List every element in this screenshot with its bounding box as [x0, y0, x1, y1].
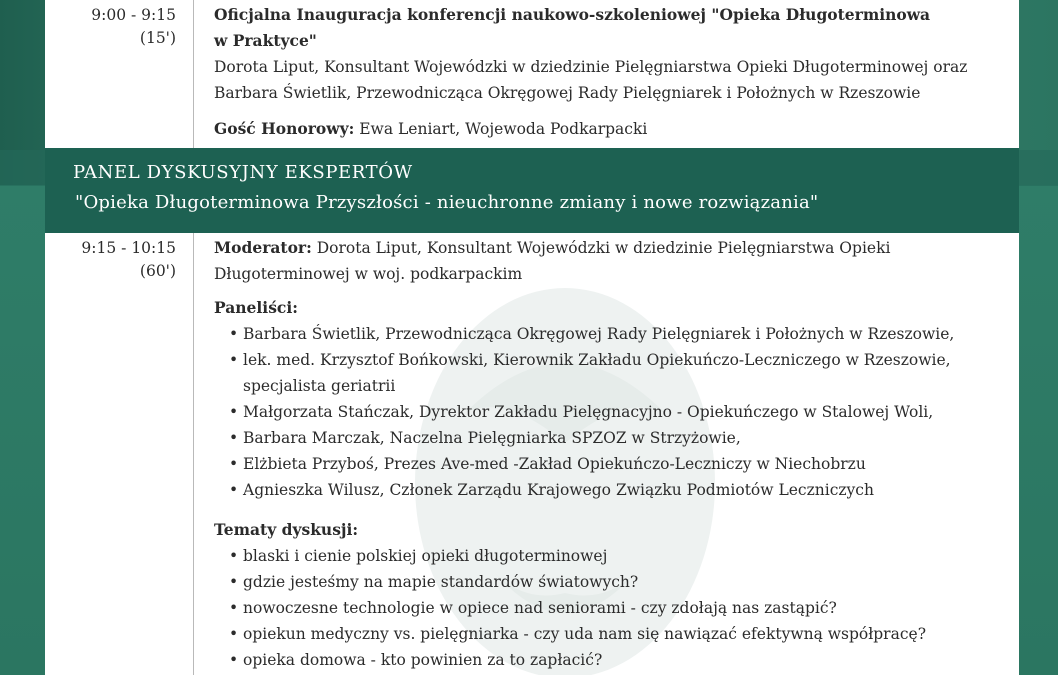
session-1-time-range: 9:00 - 9:15: [91, 6, 176, 24]
bullet-icon: •: [229, 573, 239, 591]
list-item: • gdzie jesteśmy na mapie standardów światowych?: [214, 569, 994, 595]
session-2-duration: (60'): [139, 262, 176, 280]
panelists-list: [214, 321, 994, 503]
session-1-title-line-2: w Praktyce": [214, 31, 317, 50]
moderator-label: Moderator:: [214, 238, 312, 257]
bullet-icon: •: [229, 351, 239, 369]
list-item-continuation: specjalista geriatrii: [243, 377, 396, 395]
timeline-divider: [193, 0, 194, 148]
topics-list: [214, 543, 994, 673]
session-1-card: [45, 0, 1019, 148]
bullet-icon: •: [229, 547, 239, 565]
guest-of-honor: [214, 116, 994, 142]
panelists-label: Paneliści:: [214, 298, 298, 317]
bullet-icon: •: [229, 403, 239, 421]
session-1-speakers-line-2: Barbara Świetlik, Przewodnicząca Okręgowej Rady Pielęgniarek i Położnych w Rzeszowie: [214, 84, 921, 102]
bullet-icon: •: [229, 481, 239, 499]
list-item: • opiekun medyczny vs. pielęgniarka - czy uda nam się nawiązać efektywną współpracę?: [214, 621, 994, 647]
moderator-line-1: Dorota Liput, Konsultant Wojewódzki w dziedzinie Pielęgniarstwa Opieki: [311, 239, 891, 257]
session-2-time-range: 9:15 - 10:15: [81, 239, 176, 257]
session-1-title-line-1: Oficjalna Inauguracja konferencji naukowo-szkoleniowej "Opieka Długoterminowa: [214, 5, 931, 24]
list-item: • opieka domowa - kto powinien za to zapłacić?: [214, 647, 994, 673]
list-item: • lek. med. Krzysztof Bońkowski, Kierownik Zakładu Opiekuńczo-Leczniczego w Rzeszowie,: [214, 347, 994, 373]
list-item: • Małgorzata Stańczak, Dyrektor Zakładu Pielęgnacyjno - Opiekuńczego w Stalowej Woli,: [214, 399, 994, 425]
topics-label: Tematy dyskusji:: [214, 520, 359, 539]
list-item: • Agnieszka Wilusz, Członek Zarządu Krajowego Związku Podmiotów Leczniczych: [214, 477, 994, 503]
bullet-icon: •: [229, 325, 239, 343]
moderator-line-2: Długoterminowej w woj. podkarpackim: [214, 265, 523, 283]
session-1-speakers-line-1: Dorota Liput, Konsultant Wojewódzki w dziedzinie Pielęgniarstwa Opieki Długoterminowej oraz: [214, 58, 968, 76]
guest-of-honor-value: Ewa Leniart, Wojewoda Podkarpacki: [354, 120, 648, 138]
bullet-icon: •: [229, 625, 239, 643]
bullet-icon: •: [229, 455, 239, 473]
moderator: [214, 235, 994, 261]
list-item: • Barbara Świetlik, Przewodnicząca Okręgowej Rady Pielęgniarek i Położnych w Rzeszowie,: [214, 321, 994, 347]
session-1-duration: (15'): [139, 29, 176, 47]
timeline-divider-2: [193, 233, 194, 675]
bullet-icon: •: [229, 599, 239, 617]
session-2-card: [45, 233, 1019, 675]
session-2-time: [45, 237, 176, 283]
panel-title: PANEL DYSKUSYJNY EKSPERTÓW: [73, 162, 413, 183]
list-item: • Barbara Marczak, Naczelna Pielęgniarka SPZOZ w Strzyżowie,: [214, 425, 994, 451]
bullet-icon: •: [229, 429, 239, 447]
guest-of-honor-label: Gość Honorowy:: [214, 119, 355, 138]
session-1-content: [214, 2, 994, 142]
list-item: • nowoczesne technologie w opiece nad seniorami - czy zdołają nas zastąpić?: [214, 595, 994, 621]
list-item: • Elżbieta Przyboś, Prezes Ave-med -Zakład Opiekuńczo-Leczniczy w Niechobrzu: [214, 451, 994, 477]
panel-subtitle: "Opieka Długoterminowa Przyszłości - nieuchronne zmiany i nowe rozwiązania": [75, 192, 819, 213]
session-1-time: [45, 4, 176, 50]
bullet-icon: •: [229, 651, 239, 669]
panel-header: [45, 148, 1019, 233]
session-2-content: [214, 235, 994, 673]
list-item: • blaski i cienie polskiej opieki długoterminowej: [214, 543, 994, 569]
